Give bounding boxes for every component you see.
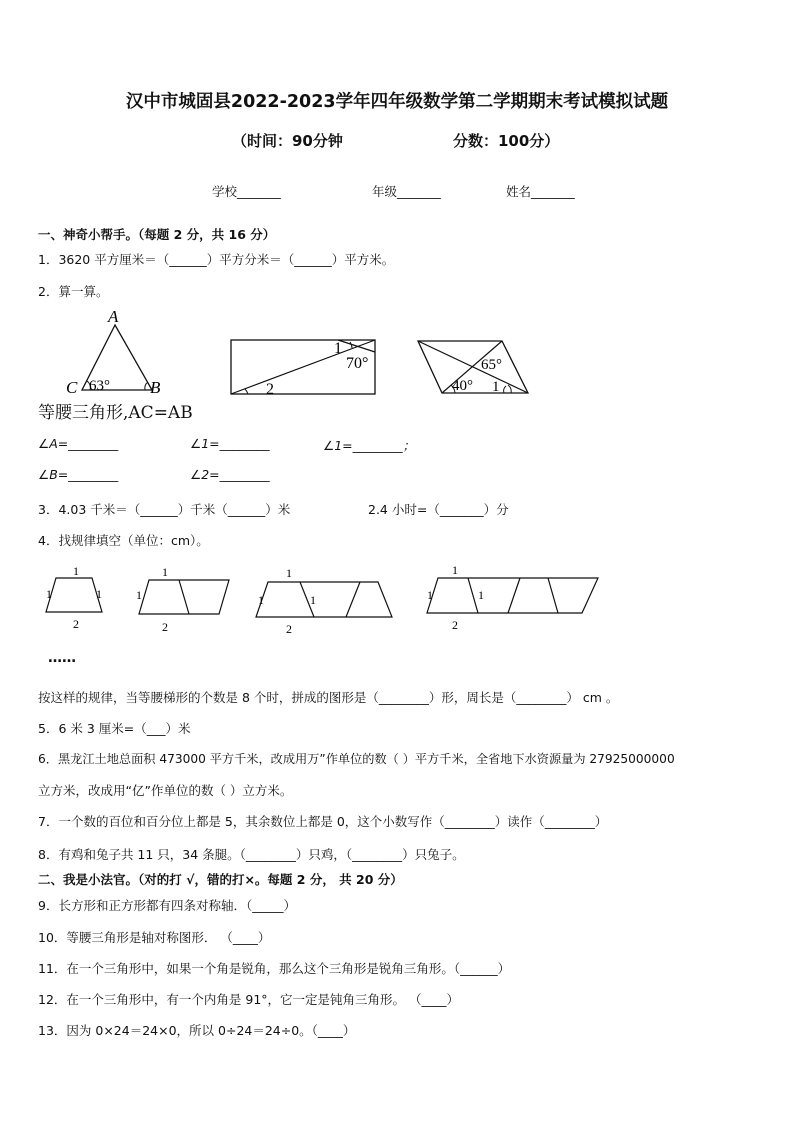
p3-bottom: 2 [286, 622, 292, 636]
p4-top: 1 [452, 563, 458, 577]
question-3a: 3．4.03 千米＝（______）千米（______）米 [38, 502, 291, 517]
question-5: 5．6 米 3 厘米=（___）米 [38, 721, 191, 736]
p3-top: 1 [286, 566, 292, 580]
p4-mid: 1 [478, 588, 484, 602]
time-label: （时间：90分钟 [232, 132, 343, 150]
section2-header: 二、我是小法官。（对的打 √，错的打×。每题 2 分， 共 20 分） [38, 872, 403, 887]
question-9: 9．长方形和正方形都有四条对称轴．（_____） [38, 898, 296, 913]
question-11: 11．在一个三角形中，如果一个角是锐角，那么这个三角形是锐角三角形。（______） [38, 961, 511, 976]
question-4: 4．找规律填空（单位：cm）。 [38, 533, 209, 548]
name-field[interactable]: 姓名_______ [506, 184, 575, 199]
p2-top: 1 [162, 565, 168, 579]
fig3-angle-65-label: 65° [481, 357, 502, 373]
question-2: 2．算一算。 [38, 284, 109, 299]
p1-left: 1 [46, 587, 52, 601]
question-1: 1．3620 平方厘米＝（______）平方分米＝（______）平方米。 [38, 252, 395, 267]
question-8: 8．有鸡和兔子共 11 只，34 条腿。（________）只鸡，（________）只兔子。 [38, 847, 465, 862]
question-10: 10．等腰三角形是轴对称图形． （____） [38, 930, 271, 945]
question-3b: 2.4 小时=（_______）分 [368, 502, 509, 517]
fig3-angle-40-label: 40° [452, 378, 473, 394]
angle-c-label: 63° [89, 378, 110, 394]
answer-angle-a[interactable]: ∠A=________ [38, 436, 119, 451]
answer-fig2-angle2[interactable]: ∠2=________ [190, 467, 270, 482]
pattern-ellipsis: …… [48, 650, 76, 666]
answer-angle-b[interactable]: ∠B=________ [38, 467, 119, 482]
grade-field[interactable]: 年级_______ [372, 184, 441, 199]
fig2-angle-70-label: 70° [346, 355, 369, 372]
question-6b: 立方米，改成用“亿”作单位的数（ ）立方米。 [38, 783, 293, 798]
triangle-figure [60, 307, 210, 397]
fig2-angle2-label: 2 [266, 381, 274, 398]
school-field[interactable]: 学校_______ [212, 184, 281, 199]
triangle-caption: 等腰三角形,AC=AB [38, 403, 193, 423]
question-4b: 按这样的规律，当等腰梯形的个数是 8 个时，拼成的图形是（________）形，周长是（________） cm 。 [38, 690, 619, 705]
rectangle-figure [230, 338, 380, 398]
p2-bottom: 2 [162, 620, 168, 634]
p4-left: 1 [427, 588, 433, 602]
vertex-a-label: A [108, 307, 119, 326]
vertex-b-label: B [150, 378, 161, 397]
parallelogram-figure [415, 338, 535, 398]
question-6a: 6．黑龙江土地总面积 473000 平方千米，改成用万”作单位的数（ ）平方千米，全省地下水资源量为 27925000000 [38, 752, 675, 766]
fig3-angle1-label: 1 [492, 379, 500, 395]
section1-header: 一、神奇小帮手。（每题 2 分，共 16 分） [38, 227, 276, 242]
p1-right: 1 [96, 587, 102, 601]
p1-top: 1 [73, 564, 79, 578]
answer-fig2-angle1[interactable]: ∠1=________ [190, 436, 270, 451]
fig2-angle1-label: 1 [334, 340, 342, 357]
answer-fig3-angle1[interactable]: ∠1=________； [323, 438, 416, 453]
page-title: 汉中市城固县2022-2023学年四年级数学第二学期期末考试模拟试题 [125, 92, 669, 112]
question-12: 12．在一个三角形中，有一个内角是 91°，它一定是钝角三角形。 （____） [38, 992, 460, 1007]
p1-bottom: 2 [73, 617, 79, 631]
trapezoid-pattern [38, 562, 618, 642]
question-7: 7．一个数的百位和百分位上都是 5，其余数位上都是 0，这个小数写作（________）读作（________） [38, 814, 608, 829]
p3-left: 1 [258, 593, 264, 607]
p3-mid: 1 [310, 593, 316, 607]
question-13: 13．因为 0×24＝24×0，所以 0÷24＝24÷0。（____） [38, 1023, 356, 1038]
p2-left: 1 [136, 588, 142, 602]
score-label: 分数：100分） [453, 132, 560, 150]
p4-bottom: 2 [452, 618, 458, 632]
vertex-c-label: C [66, 378, 78, 397]
